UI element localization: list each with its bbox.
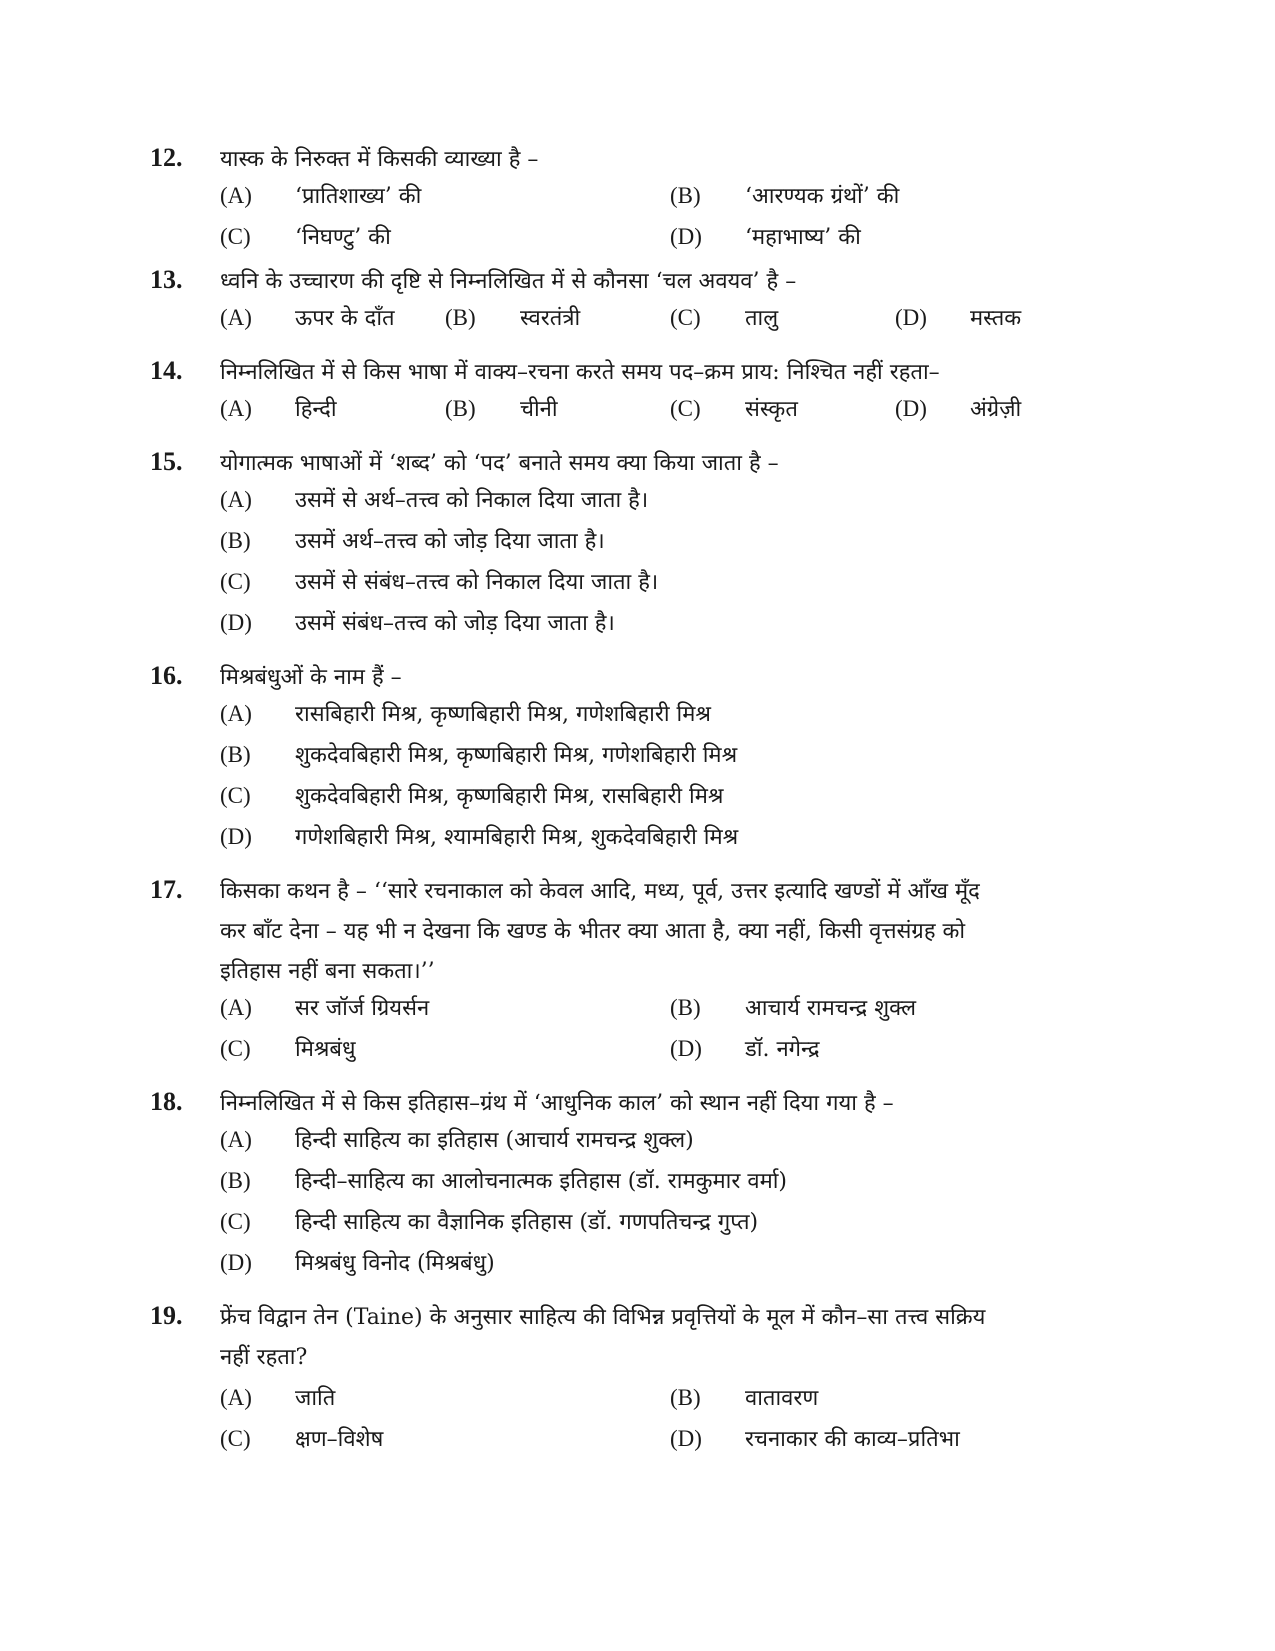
option-c [670,393,895,434]
option-b [670,992,1120,1033]
option-text: वातावरण [745,1386,819,1411]
option-label: (B) [670,183,701,208]
question-14 [150,353,1135,434]
option-c [220,566,1120,607]
option-text: हिन्दी [295,397,337,422]
option-d [220,821,1120,862]
option-text: गणेशबिहारी मिश्र, श्यामबिहारी मिश्र, शुकदेवबिहारी मिश्र [295,825,739,850]
option-text: तालु [745,306,779,331]
question-13 [150,262,1135,343]
options [220,992,1135,1074]
question-18 [150,1084,1135,1288]
option-label: (A) [220,487,252,512]
option-label: (B) [220,1168,251,1193]
option-label: (C) [220,1426,251,1451]
option-a [220,1382,670,1423]
option-d [895,393,1120,434]
question-text-line-2: नहीं रहता? [220,1345,308,1370]
option-label: (D) [895,396,927,421]
option-label: (D) [220,610,252,635]
option-text: जाति [295,1386,336,1411]
option-c [220,1206,1120,1247]
option-label: (A) [220,995,252,1020]
question-text-line-3: इतिहास नहीं बना सकता।’’ [220,959,435,984]
option-d [220,1247,1120,1288]
question-15 [150,444,1135,648]
option-d [670,1423,1120,1464]
options [220,1382,1135,1464]
option-text: शुकदेवबिहारी मिश्र, कृष्णबिहारी मिश्र, गणेशबिहारी मिश्र [295,743,738,768]
option-a [220,992,670,1033]
option-label: (D) [220,1250,252,1275]
option-text: उसमें से संबंध–तत्त्व को निकाल दिया जाता है। [295,570,659,595]
question-page [150,140,1135,1464]
option-b [220,1165,1120,1206]
question-text: यास्क के निरुक्त में किसकी व्याख्या है – [220,147,539,172]
question-text: मिश्रबंधुओं के नाम हैं – [220,665,402,690]
option-label: (C) [220,1036,251,1061]
option-d [670,221,1120,262]
option-a [220,302,445,343]
option-a [220,1124,1120,1165]
option-text: ‘महाभाष्य’ की [745,225,861,250]
option-label: (B) [220,742,251,767]
options [220,698,1135,862]
question-text: योगात्मक भाषाओं में ‘शब्द’ को ‘पद’ बनाते समय क्या किया जाता है – [220,451,779,476]
question-text-line-1: फ्रेंच विद्वान तेन (Taine) के अनुसार साहित्य की विभिन्न प्रवृत्तियों के मूल में कौन–सा तत्त्व सक्रिय [220,1305,986,1330]
option-label: (C) [670,305,701,330]
option-label: (B) [220,528,251,553]
option-text: आचार्य रामचन्द्र शुक्ल [745,996,917,1021]
option-label: (D) [670,1426,702,1451]
option-text: हिन्दी–साहित्य का आलोचनात्मक इतिहास (डॉ. रामकुमार वर्मा) [295,1169,788,1194]
option-label: (D) [895,305,927,330]
option-text: डॉ. नगेन्द्र [745,1037,820,1062]
option-b [670,1382,1120,1423]
question-text-line-2: कर बाँट देना – यह भी न देखना कि खण्ड के भीतर क्या आता है, क्या नहीं, किसी वृत्तसंग्रह को [220,919,966,944]
question-number: 17. [150,875,183,904]
option-label: (C) [220,783,251,808]
option-a [220,484,1120,525]
option-text: सर जॉर्ज ग्रियर्सन [295,996,430,1021]
options [220,393,1135,434]
option-text: मस्तक [970,306,1022,331]
option-text: ‘आरण्यक ग्रंथों’ की [745,184,900,209]
question-text-line-1: किसका कथन है – ‘‘सारे रचनाकाल को केवल आदि, मध्य, पूर्व, उत्तर इत्यादि खण्डों में आँख मूँद [220,879,980,904]
option-b [220,525,1120,566]
question-number: 13. [150,265,183,294]
option-text: क्षण–विशेष [295,1427,384,1452]
option-label: (B) [670,1385,701,1410]
question-number: 19. [150,1301,183,1330]
option-b [670,180,1120,221]
option-label: (C) [670,396,701,421]
question-number: 15. [150,447,183,476]
option-label: (A) [220,305,252,330]
option-text: उसमें से अर्थ–तत्त्व को निकाल दिया जाता है। [295,488,649,513]
question-number: 18. [150,1087,183,1116]
option-label: (B) [445,305,476,330]
options [220,302,1135,343]
option-text: उसमें अर्थ–तत्त्व को जोड़ दिया जाता है। [295,529,605,554]
question-16 [150,658,1135,862]
option-b [445,302,670,343]
option-text: ‘प्रातिशाख्य’ की [295,184,422,209]
option-text: हिन्दी साहित्य का इतिहास (आचार्य रामचन्द्र शुक्ल) [295,1128,694,1153]
option-label: (A) [220,396,252,421]
question-text: ध्वनि के उच्चारण की दृष्टि से निम्नलिखित में से कौनसा ‘चल अवयव’ है – [220,269,797,294]
option-a [220,393,445,434]
option-label: (B) [445,396,476,421]
option-c [220,1423,670,1464]
option-a [220,698,1120,739]
option-d [895,302,1120,343]
option-text: ‘निघण्टु’ की [295,225,391,250]
option-label: (A) [220,1385,252,1410]
option-text: शुकदेवबिहारी मिश्र, कृष्णबिहारी मिश्र, रासबिहारी मिश्र [295,784,724,809]
option-c [220,221,670,262]
option-c [220,1033,670,1074]
option-a [220,180,670,221]
option-label: (D) [220,824,252,849]
option-label: (C) [220,1209,251,1234]
option-text: मिश्रबंधु विनोद (मिश्रबंधु) [295,1251,495,1276]
option-label: (A) [220,701,252,726]
option-label: (B) [670,995,701,1020]
option-text: उसमें संबंध–तत्त्व को जोड़ दिया जाता है। [295,611,615,636]
option-d [670,1033,1120,1074]
option-text: चीनी [520,397,558,422]
option-text: रचनाकार की काव्य–प्रतिभा [745,1427,960,1452]
option-label: (A) [220,183,252,208]
question-text: निम्नलिखित में से किस इतिहास–ग्रंथ में ‘आधुनिक काल’ को स्थान नहीं दिया गया है – [220,1091,894,1116]
option-label: (D) [670,224,702,249]
option-c [220,780,1120,821]
option-label: (A) [220,1127,252,1152]
question-number: 14. [150,356,183,385]
options [220,484,1135,648]
option-text: मिश्रबंधु [295,1037,356,1062]
option-text: संस्कृत [745,397,798,422]
question-text: निम्नलिखित में से किस भाषा में वाक्य–रचना करते समय पद–क्रम प्राय: निश्चित नहीं रहता– [220,360,940,385]
option-label: (D) [670,1036,702,1061]
options [220,180,1135,262]
option-label: (C) [220,569,251,594]
options [220,1124,1135,1288]
option-b [220,739,1120,780]
question-19 [150,1298,1135,1464]
question-12 [150,140,1135,262]
question-number: 16. [150,661,183,690]
option-b [445,393,670,434]
question-number: 12. [150,143,183,172]
option-text: रासबिहारी मिश्र, कृष्णबिहारी मिश्र, गणेशबिहारी मिश्र [295,702,711,727]
option-d [220,607,1120,648]
option-text: हिन्दी साहित्य का वैज्ञानिक इतिहास (डॉ. गणपतिचन्द्र गुप्त) [295,1210,759,1235]
question-17 [150,872,1135,1074]
option-text: ऊपर के दाँत [295,306,395,331]
option-label: (C) [220,224,251,249]
option-c [670,302,895,343]
option-text: अंग्रेज़ी [970,397,1022,422]
option-text: स्वरतंत्री [520,306,581,331]
